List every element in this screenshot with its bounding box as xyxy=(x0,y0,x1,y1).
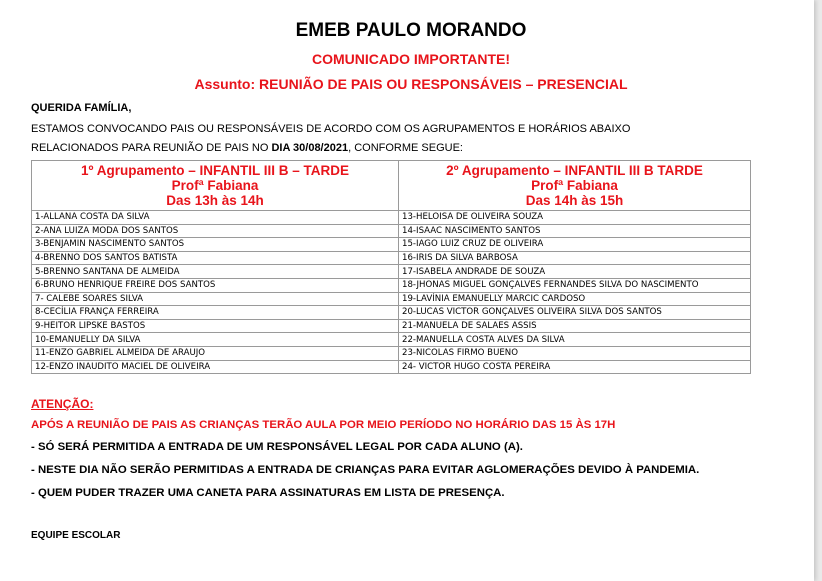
student-cell: 20-LUCAS VICTOR GONÇALVES OLIVEIRA SILVA DOS SANTOS xyxy=(399,306,751,320)
table-row xyxy=(32,319,751,333)
group-2-time: Das 14h às 15h xyxy=(525,193,624,208)
meeting-date: DIA 30/08/2021 xyxy=(271,142,349,154)
student-cell: 3-BENJAMIN NASCIMENTO SANTOS xyxy=(32,238,399,252)
group-2-teacher: Profª Fabiana xyxy=(531,178,618,193)
student-cell: 17-ISABELA ANDRADE DE SOUZA xyxy=(399,265,751,279)
intro-line-2 xyxy=(31,142,463,154)
student-cell: 15-IAGO LUIZ CRUZ DE OLIVEIRA xyxy=(399,238,751,252)
student-cell: 21-MANUELA DE SALAES ASSIS xyxy=(399,319,751,333)
student-cell: 8-CECÍLIA FRANÇA FERREIRA xyxy=(32,306,399,320)
table-header-row xyxy=(32,161,751,211)
student-cell: 5-BRENNO SANTANA DE ALMEIDA xyxy=(32,265,399,279)
attention-colon: : xyxy=(89,397,94,411)
table-row xyxy=(32,346,751,360)
student-cell: 22-MANUELLA COSTA ALVES DA SILVA xyxy=(399,333,751,347)
table-row xyxy=(32,278,751,292)
table-row xyxy=(32,211,751,225)
attention-bullet-3: - QUEM PUDER TRAZER UMA CANETA PARA ASSINATURAS EM LISTA DE PRESENÇA. xyxy=(31,487,505,499)
student-cell: 2-ANA LUIZA MODA DOS SANTOS xyxy=(32,224,399,238)
table-row xyxy=(32,360,751,374)
table-row xyxy=(32,224,751,238)
group-1-title: 1º Agrupamento – INFANTIL III B – TARDE xyxy=(81,163,349,178)
student-cell: 6-BRUNO HENRIQUE FREIRE DOS SANTOS xyxy=(32,278,399,292)
group-2-header xyxy=(399,161,751,211)
attention-heading xyxy=(31,397,93,411)
school-name: EMEB PAULO MORANDO xyxy=(295,20,527,41)
table-row xyxy=(32,333,751,347)
student-cell: 24- VICTOR HUGO COSTA PEREIRA xyxy=(399,360,751,374)
signature: EQUIPE ESCOLAR xyxy=(31,530,121,541)
student-cell: 16-IRIS DA SILVA BARBOSA xyxy=(399,251,751,265)
table-row xyxy=(32,238,751,252)
notice-title: COMUNICADO IMPORTANTE! xyxy=(311,51,511,67)
table-row xyxy=(32,292,751,306)
group-1-teacher: Profª Fabiana xyxy=(171,178,259,193)
groups-table xyxy=(31,160,751,374)
student-cell: 14-ISAAC NASCIMENTO SANTOS xyxy=(399,224,751,238)
intro-line-2-suffix: , CONFORME SEGUE: xyxy=(348,142,463,154)
student-cell: 1-ALLANA COSTA DA SILVA xyxy=(32,211,399,225)
attention-bullet-1: - SÓ SERÁ PERMITIDA A ENTRADA DE UM RESPONSÁVEL LEGAL POR CADA ALUNO (A). xyxy=(31,441,523,453)
student-cell: 13-HELOISA DE OLIVEIRA SOUZA xyxy=(399,211,751,225)
greeting: QUERIDA FAMÍLIA, xyxy=(31,102,132,114)
student-cell: 11-ENZO GABRIEL ALMEIDA DE ARAUJO xyxy=(32,346,399,360)
student-cell: 9-HEITOR LIPSKE BASTOS xyxy=(32,319,399,333)
student-cell: 12-ENZO INAUDITO MACIEL DE OLIVEIRA xyxy=(32,360,399,374)
attention-title: ATENÇÃO xyxy=(31,397,90,411)
attention-red-line: APÓS A REUNIÃO DE PAIS AS CRIANÇAS TERÃO AULA POR MEIO PERÍODO NO HORÁRIO DAS 15 ÀS 17H xyxy=(31,419,616,431)
student-cell: 23-NICOLAS FIRMO BUENO xyxy=(399,346,751,360)
student-cell: 4-BRENNO DOS SANTOS BATISTA xyxy=(32,251,399,265)
student-cell: 18-JHONAS MIGUEL GONÇALVES FERNANDES SILVA DO NASCIMENTO xyxy=(399,278,751,292)
intro-line-2-prefix: RELACIONADOS PARA REUNIÃO DE PAIS NO xyxy=(31,142,272,154)
student-cell: 19-LAVÍNIA EMANUELLY MARCIC CARDOSO xyxy=(399,292,751,306)
table-row xyxy=(32,251,751,265)
group-1-header xyxy=(32,161,399,211)
table-row xyxy=(32,306,751,320)
group-2-title: 2º Agrupamento – INFANTIL III B TARDE xyxy=(446,163,703,178)
student-cell: 7- CALEBE SOARES SILVA xyxy=(32,292,399,306)
group-1-time: Das 13h às 14h xyxy=(166,193,264,208)
attention-bullet-2: - NESTE DIA NÃO SERÃO PERMITIDAS A ENTRADA DE CRIANÇAS PARA EVITAR AGLOMERAÇÕES DEVIDO À PANDEMIA. xyxy=(31,464,700,476)
student-cell: 10-EMANUELLY DA SILVA xyxy=(32,333,399,347)
table-row xyxy=(32,265,751,279)
subject-line: Assunto: REUNIÃO DE PAIS OU RESPONSÁVEIS – PRESENCIAL xyxy=(194,76,628,92)
intro-line-1: ESTAMOS CONVOCANDO PAIS OU RESPONSÁVEIS DE ACORDO COM OS AGRUPAMENTOS E HORÁRIOS ABAIXO xyxy=(31,123,631,135)
